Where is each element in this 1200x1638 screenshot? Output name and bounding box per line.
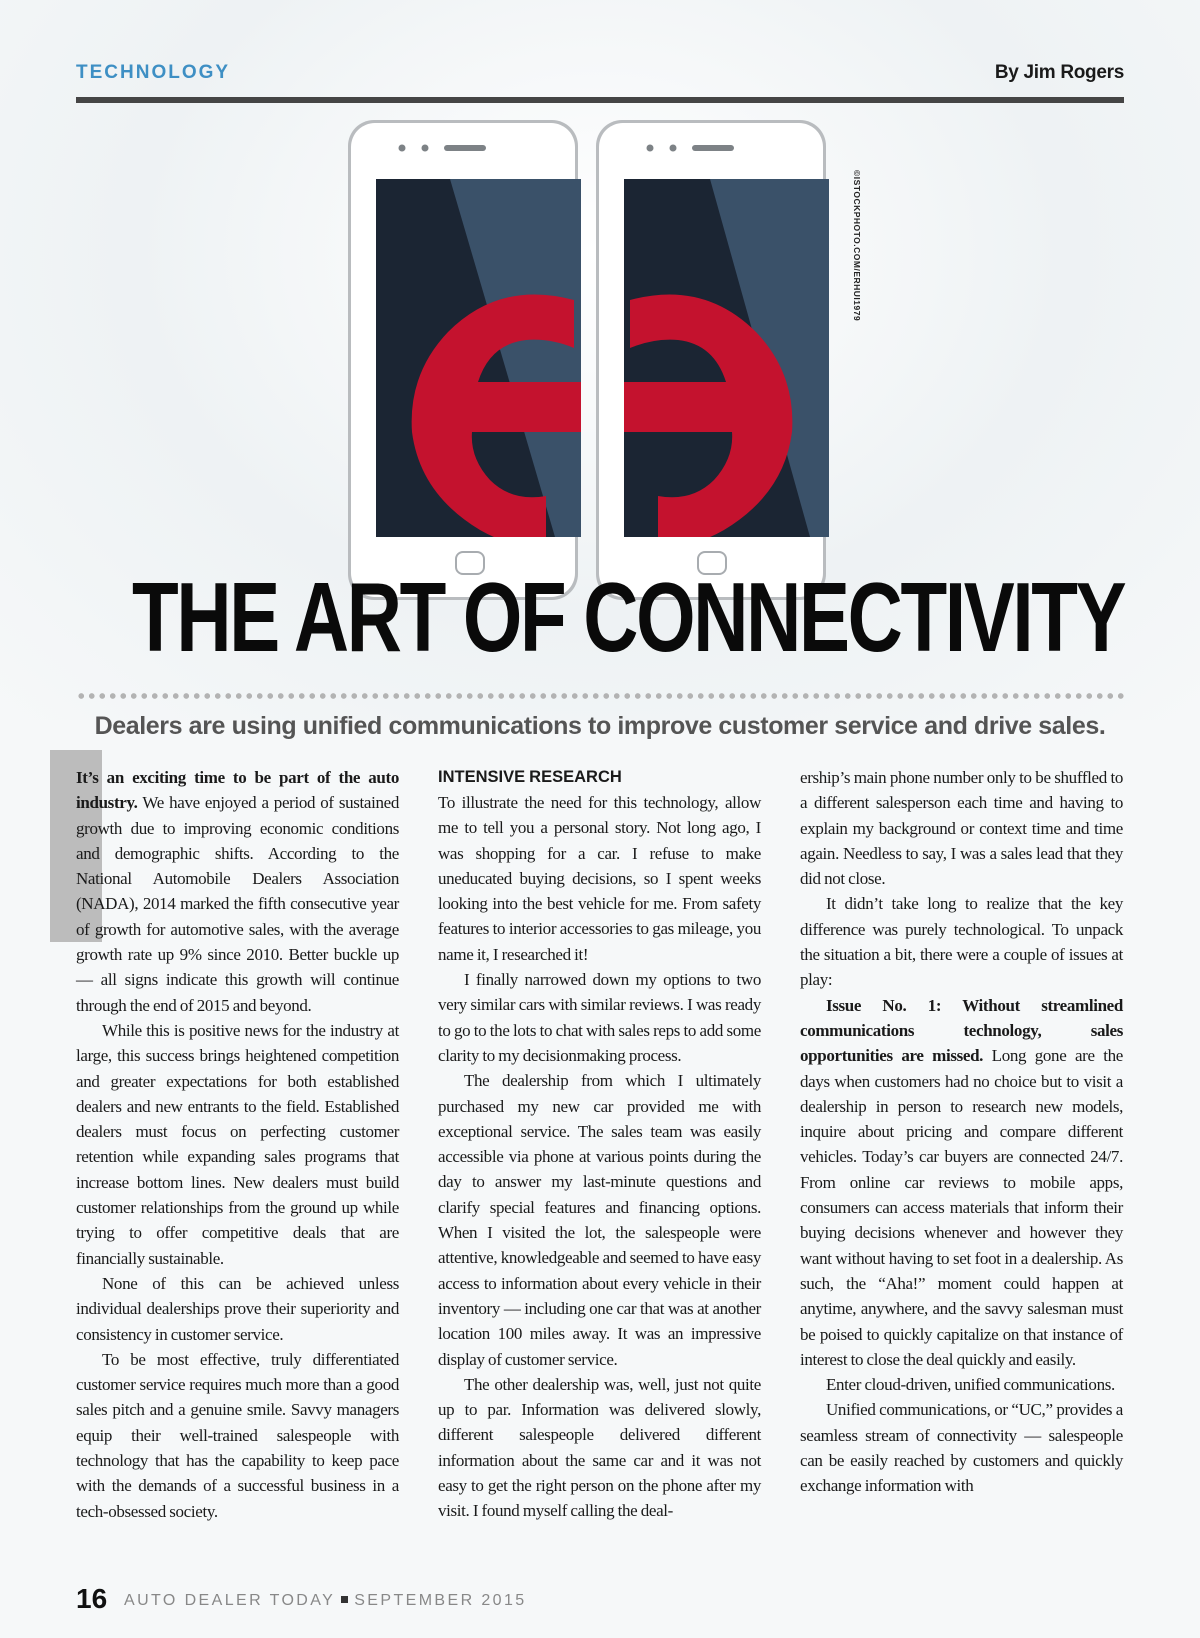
lead-in: It’s an exciting time to be part of the auto industry. xyxy=(76,768,399,813)
hero-illustration xyxy=(340,112,880,632)
article-column-2 xyxy=(438,765,761,1524)
paragraph: Enter cloud-driven, unified communications. xyxy=(826,1375,1115,1395)
publication-name: AUTO DEALER TODAY xyxy=(124,1592,336,1609)
article-column-3 xyxy=(800,765,1123,1499)
left-phone xyxy=(348,120,581,600)
issue-heading: Issue No. 1: Without streamlined communications technology, sales opportunities are missed. xyxy=(800,995,1123,1066)
article-column-1 xyxy=(76,765,399,1524)
footer-publication xyxy=(124,1592,527,1610)
section-label: TECHNOLOGY xyxy=(76,62,231,83)
dotted-divider xyxy=(76,692,1124,700)
photo-credit: ©ISTOCKPHOTO.COM/ERHUI1979 xyxy=(852,170,862,322)
paragraph: None of this can be achieved unless individual dealerships prove their superiority and consistency in customer service. xyxy=(76,1273,399,1344)
headline: THE ART OF CONNECTIVITY xyxy=(132,562,1125,672)
subhead: INTENSIVE RESEARCH xyxy=(438,768,622,786)
paragraph: To be most effective, truly differentiated customer service requires much more than a good sales pitch and a genuine smile. Savvy managers equip their well-trained salespeople with technology that has the capability to keep pace with the demands of a successful business in a tech-obsessed society. xyxy=(76,1349,399,1521)
top-rule xyxy=(76,97,1124,103)
issue-date: SEPTEMBER 2015 xyxy=(354,1592,527,1609)
paragraph: The other dealership was, well, just not quite up to par. Information was delivered slowly, different salespeople delivered different information about the same car and it was not easy to get the right person on the phone after my visit. I found myself calling the deal- xyxy=(438,1374,761,1521)
byline: By Jim Rogers xyxy=(994,62,1124,83)
right-phone xyxy=(596,120,829,600)
paragraph: It didn’t take long to realize that the key difference was purely technological. To unpack the situation a bit, there were a couple of issues at play: xyxy=(800,894,1123,990)
paragraph: While this is positive news for the industry at large, this success brings heightened competition and greater expectations for both established dealers and new entrants to the field. Established dealers must focus on perfecting customer retention while expanding sales programs that increase bottom lines. New dealers must build customer relationships from the ground up while trying to offer competitive deals that are financially sustainable. xyxy=(76,1020,399,1268)
paragraph: The dealership from which I ultimately purchased my new car provided me with exceptional service. The sales team was easily accessible via phone at various points during the day to answer my last-minute questions and clarify special features and financing options. When I visited the lot, the salespeople were attentive, knowledgeable and seemed to have easy access to information about every vehicle in their inventory — including one car that was at another location 100 miles away. It was an impressive display of customer service. xyxy=(438,1071,761,1369)
footer-separator xyxy=(341,1596,348,1603)
paragraph: Issue No. 1: Without streamlined communications technology, sales opportunities are missed. Long gone are the days when customers had no choice but to visit a dealership in person to research new models, inquire about pricing and compare different vehicles. Today’s car buyers are connected 24/7. From online car reviews to mobile apps, consumers can access materials that inform their buying decisions whenever and however they want without having to set foot in a dealership. As such, the “Aha!” moment could happen at anytime, anywhere, and the savvy salesman must be poised to quickly capitalize on that instance of interest to close the deal quickly and easily. xyxy=(800,995,1123,1369)
paragraph: To illustrate the need for this technology, allow me to tell you a personal story. Not long ago, I was shopping for a car. I refuse to make uneducated buying decisions, so I spent weeks looking into the best vehicle for me. From safety features to interior accessories to gas mileage, you name it, I researched it! xyxy=(438,793,761,964)
paragraph: It’s an exciting time to be part of the auto industry. We have enjoyed a period of sustained growth due to improving economic conditions and demographic shifts. According to the National Automobile Dealers Association (NADA), 2014 marked the fifth consecutive year of growth for automotive sales, with the average growth rate up 9% since 2010. Better buckle up — all signs indicate this growth will continue through the end of 2015 and beyond. xyxy=(76,768,399,1015)
page-number: 16 xyxy=(76,1583,108,1614)
paragraph: Unified communications, or “UC,” provides a seamless stream of connectivity — salespeople can be easily reached by customers and quickly exchange information with xyxy=(800,1400,1123,1496)
paragraph: ership’s main phone number only to be shuffled to a different salesperson each time and having to explain my background or context time and time again. Needless to say, I was a sales lead that they did not close. xyxy=(800,768,1123,889)
dek: Dealers are using unified communications to improve customer service and drive sales. xyxy=(94,712,1106,740)
paragraph: I finally narrowed down my options to two very similar cars with similar reviews. I was ready to go to the lots to chat with sales reps to add some clarity to my decisionmaking process. xyxy=(438,970,761,1065)
